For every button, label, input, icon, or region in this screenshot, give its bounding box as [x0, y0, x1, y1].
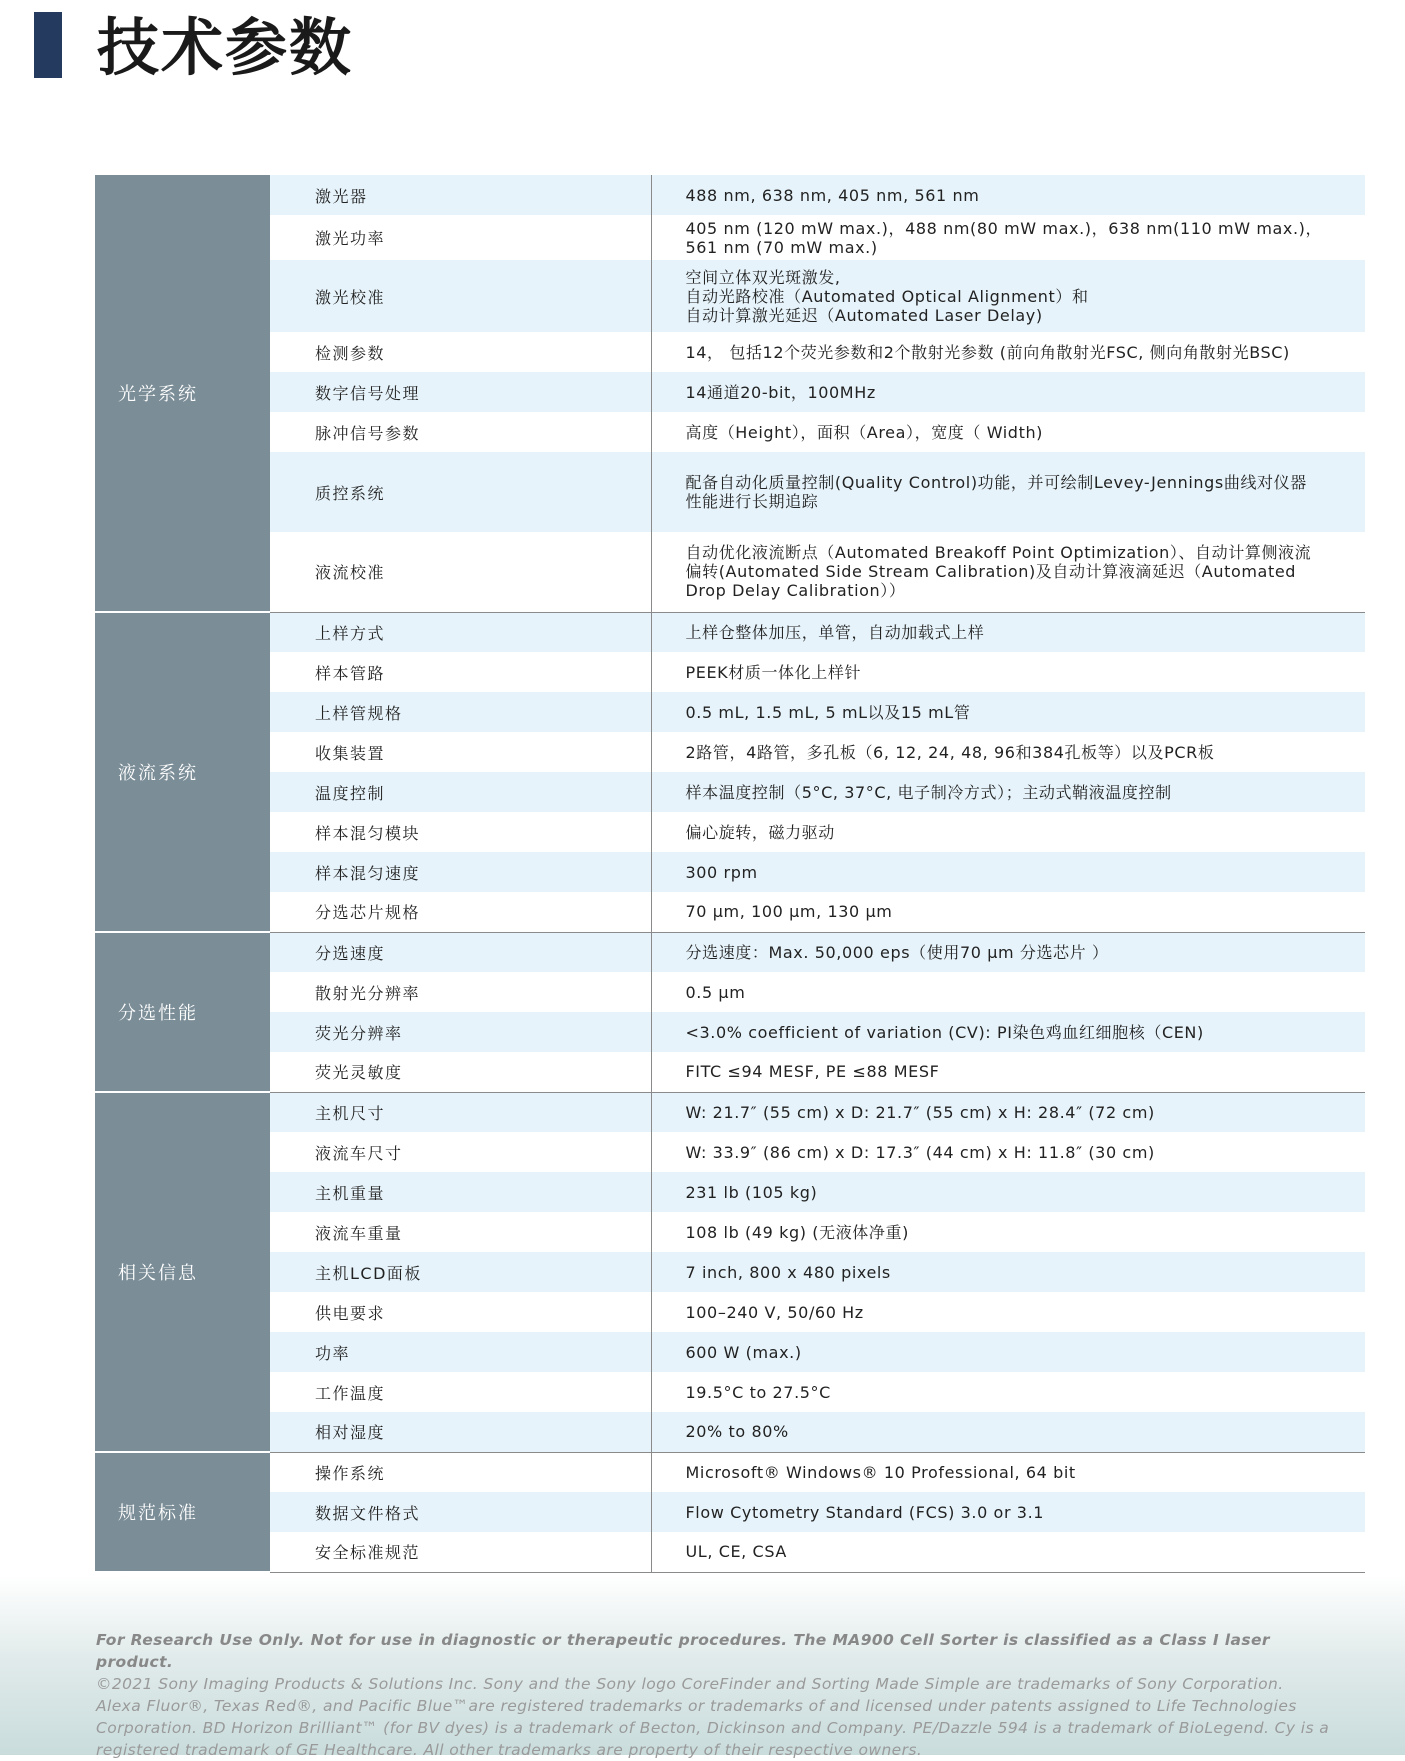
footer-trademark-line: registered trademark of GE Healthcare. All other trademarks are property of their respective owners. — [96, 1741, 923, 1759]
spec-value: 自动优化液流断点（Automated Breakoff Point Optimization）、自动计算侧液流 偏转(Automated Side Stream Calibration)及自动计算液滴延迟（Automated Drop Delay Calibration）） — [651, 532, 1365, 612]
spec-label: 温度控制 — [270, 772, 651, 812]
spec-row — [95, 812, 1365, 852]
title-accent-bar — [34, 12, 62, 78]
spec-label: 荧光灵敏度 — [270, 1052, 651, 1092]
footer-notice — [96, 1629, 1346, 1761]
spec-label: 分选芯片规格 — [270, 892, 651, 932]
spec-label: 主机尺寸 — [270, 1092, 651, 1132]
spec-label: 液流校准 — [270, 532, 651, 612]
spec-row — [95, 692, 1365, 732]
group-label: 液流系统 — [95, 612, 270, 932]
spec-row — [95, 1452, 1365, 1492]
group-label: 相关信息 — [95, 1092, 270, 1452]
spec-row — [95, 892, 1365, 932]
spec-value: 配备自动化质量控制(Quality Control)功能，并可绘制Levey-Jennings曲线对仪器 性能进行长期追踪 — [651, 452, 1365, 532]
spec-label: 激光功率 — [270, 215, 651, 260]
spec-value: 样本温度控制（5°C, 37°C, 电子制冷方式）；主动式鞘液温度控制 — [651, 772, 1365, 812]
spec-value: 405 nm (120 mW max.)，488 nm(80 mW max.)，638 nm(110 mW max.)， 561 nm (70 mW max.) — [685, 218, 1323, 257]
spec-label: 激光校准 — [270, 260, 651, 332]
spec-label: 激光器 — [270, 175, 651, 215]
spec-label: 分选速度 — [270, 932, 651, 972]
spec-value: 0.5 µm — [685, 982, 746, 1002]
spec-row — [95, 1012, 1365, 1052]
spec-label: 数据文件格式 — [270, 1492, 651, 1532]
spec-row — [95, 1412, 1365, 1452]
spec-row — [95, 1492, 1365, 1532]
spec-value: Microsoft® Windows® 10 Professional, 64 bit — [685, 1462, 1076, 1482]
spec-row — [95, 1092, 1365, 1132]
spec-label: 主机重量 — [270, 1172, 651, 1212]
spec-label: 收集装置 — [270, 732, 651, 772]
spec-value: 14， 包括12个荧光参数和2个散射光参数 (前向角散射光FSC, 侧向角散射光BSC) — [685, 342, 1290, 362]
spec-row — [95, 1052, 1365, 1092]
spec-row — [95, 1172, 1365, 1212]
spec-row — [95, 772, 1365, 812]
spec-value: Flow Cytometry Standard (FCS) 3.0 or 3.1 — [651, 1492, 1365, 1532]
spec-row — [95, 972, 1365, 1012]
spec-row — [95, 412, 1365, 452]
spec-value: 300 rpm — [651, 852, 1365, 892]
spec-row — [95, 260, 1365, 332]
group-label: 分选性能 — [95, 932, 270, 1092]
spec-value: 偏心旋转，磁力驱动 — [685, 822, 835, 842]
spec-label: 样本混匀模块 — [270, 812, 651, 852]
spec-row — [95, 732, 1365, 772]
spec-row — [95, 932, 1365, 972]
footer-trademark-line: Corporation. BD Horizon Brilliant™ (for BV dyes) is a trademark of Becton, Dickinson and Company. PE/Dazzle 594 is a trademark of BioLegend. Cy is a — [96, 1719, 1330, 1737]
spec-label: 相对湿度 — [270, 1412, 651, 1452]
spec-value: W: 33.9″ (86 cm) x D: 17.3″ (44 cm) x H: 11.8″ (30 cm) — [685, 1142, 1155, 1162]
spec-row — [95, 1212, 1365, 1252]
spec-label: 操作系统 — [270, 1452, 651, 1492]
group-label: 规范标准 — [95, 1452, 270, 1572]
footer-copyright: ©2021 Sony Imaging Products & Solutions Inc. Sony and the Sony logo CoreFinder and Sorting Made Simple are trademarks of Sony Corporation. — [96, 1675, 1284, 1693]
footer-disclaimer: For Research Use Only. Not for use in diagnostic or therapeutic procedures. The MA900 Cell Sorter is classified as a Class I laser product. — [96, 1631, 1270, 1671]
spec-row — [95, 652, 1365, 692]
spec-value: 空间立体双光斑激发, 自动光路校准（Automated Optical Alignment）和 自动计算激光延迟（Automated Laser Delay) — [651, 260, 1365, 332]
footer-trademark-line: Alexa Fluor®, Texas Red®, and Pacific Blue™are registered trademarks or trademarks of and licensed under patents assigned to Life Technologies — [96, 1697, 1297, 1715]
spec-label: 脉冲信号参数 — [270, 412, 651, 452]
spec-label: 上样方式 — [270, 612, 651, 652]
spec-row — [95, 532, 1365, 612]
spec-row — [95, 1532, 1365, 1572]
spec-label: 上样管规格 — [270, 692, 651, 732]
page-title: 技术参数 — [97, 11, 354, 84]
spec-value: 231 lb (105 kg) — [651, 1172, 1365, 1212]
spec-value: 分选速度：Max. 50,000 eps（使用70 µm 分选芯片 ） — [651, 932, 1365, 972]
spec-value: PEEK材质一体化上样针 — [685, 662, 862, 682]
spec-row — [95, 1252, 1365, 1292]
spec-label: 安全标准规范 — [270, 1532, 651, 1572]
spec-label: 功率 — [270, 1332, 651, 1372]
spec-label: 荧光分辨率 — [270, 1012, 651, 1052]
spec-row — [95, 612, 1365, 652]
spec-value: FITC ≤94 MESF, PE ≤88 MESF — [651, 1052, 1365, 1092]
spec-label: 主机LCD面板 — [270, 1252, 651, 1292]
spec-label: 样本混匀速度 — [270, 852, 651, 892]
spec-label: 供电要求 — [270, 1292, 651, 1332]
spec-table-body — [95, 175, 1365, 1572]
spec-value: W: 21.7″ (55 cm) x D: 21.7″ (55 cm) x H: 28.4″ (72 cm) — [651, 1092, 1365, 1132]
spec-table — [95, 175, 1365, 1573]
group-label: 光学系统 — [95, 175, 270, 612]
spec-row — [95, 1132, 1365, 1172]
spec-value: UL, CE, CSA — [651, 1532, 1365, 1572]
spec-label: 数字信号处理 — [270, 372, 651, 412]
spec-label: 样本管路 — [270, 652, 651, 692]
spec-label: 检测参数 — [270, 332, 651, 372]
spec-value: 70 µm, 100 µm, 130 µm — [651, 892, 1365, 932]
spec-value: 19.5°C to 27.5°C — [685, 1382, 831, 1402]
spec-row — [95, 215, 1365, 260]
spec-value: 108 lb (49 kg) (无液体净重) — [685, 1222, 909, 1242]
spec-value: 600 W (max.) — [651, 1332, 1365, 1372]
spec-row — [95, 852, 1365, 892]
spec-value: 100–240 V, 50/60 Hz — [685, 1302, 864, 1322]
spec-row — [95, 452, 1365, 532]
spec-row — [95, 1332, 1365, 1372]
spec-value: 0.5 mL, 1.5 mL, 5 mL以及15 mL管 — [651, 692, 1365, 732]
spec-value: 14通道20-bit，100MHz — [651, 372, 1365, 412]
spec-label: 工作温度 — [270, 1372, 651, 1412]
spec-value: 20% to 80% — [651, 1412, 1365, 1452]
spec-value: 上样仓整体加压，单管，自动加载式上样 — [651, 612, 1365, 652]
spec-row — [95, 372, 1365, 412]
spec-value: 2路管，4路管，多孔板（6, 12, 24, 48, 96和384孔板等）以及PCR板 — [685, 742, 1215, 762]
spec-row — [95, 1372, 1365, 1412]
spec-row — [95, 1292, 1365, 1332]
spec-value: <3.0% coefficient of variation (CV): PI染色鸡血红细胞核（CEN) — [651, 1012, 1365, 1052]
spec-label: 质控系统 — [270, 452, 651, 532]
spec-label: 散射光分辨率 — [270, 972, 651, 1012]
spec-row — [95, 332, 1365, 372]
spec-value: 488 nm, 638 nm, 405 nm, 561 nm — [651, 175, 1365, 215]
spec-row — [95, 175, 1365, 215]
spec-label: 液流车尺寸 — [270, 1132, 651, 1172]
spec-value: 高度（Height），面积（Area），宽度（ Width) — [685, 422, 1044, 442]
spec-value: 7 inch, 800 x 480 pixels — [651, 1252, 1365, 1292]
spec-label: 液流车重量 — [270, 1212, 651, 1252]
